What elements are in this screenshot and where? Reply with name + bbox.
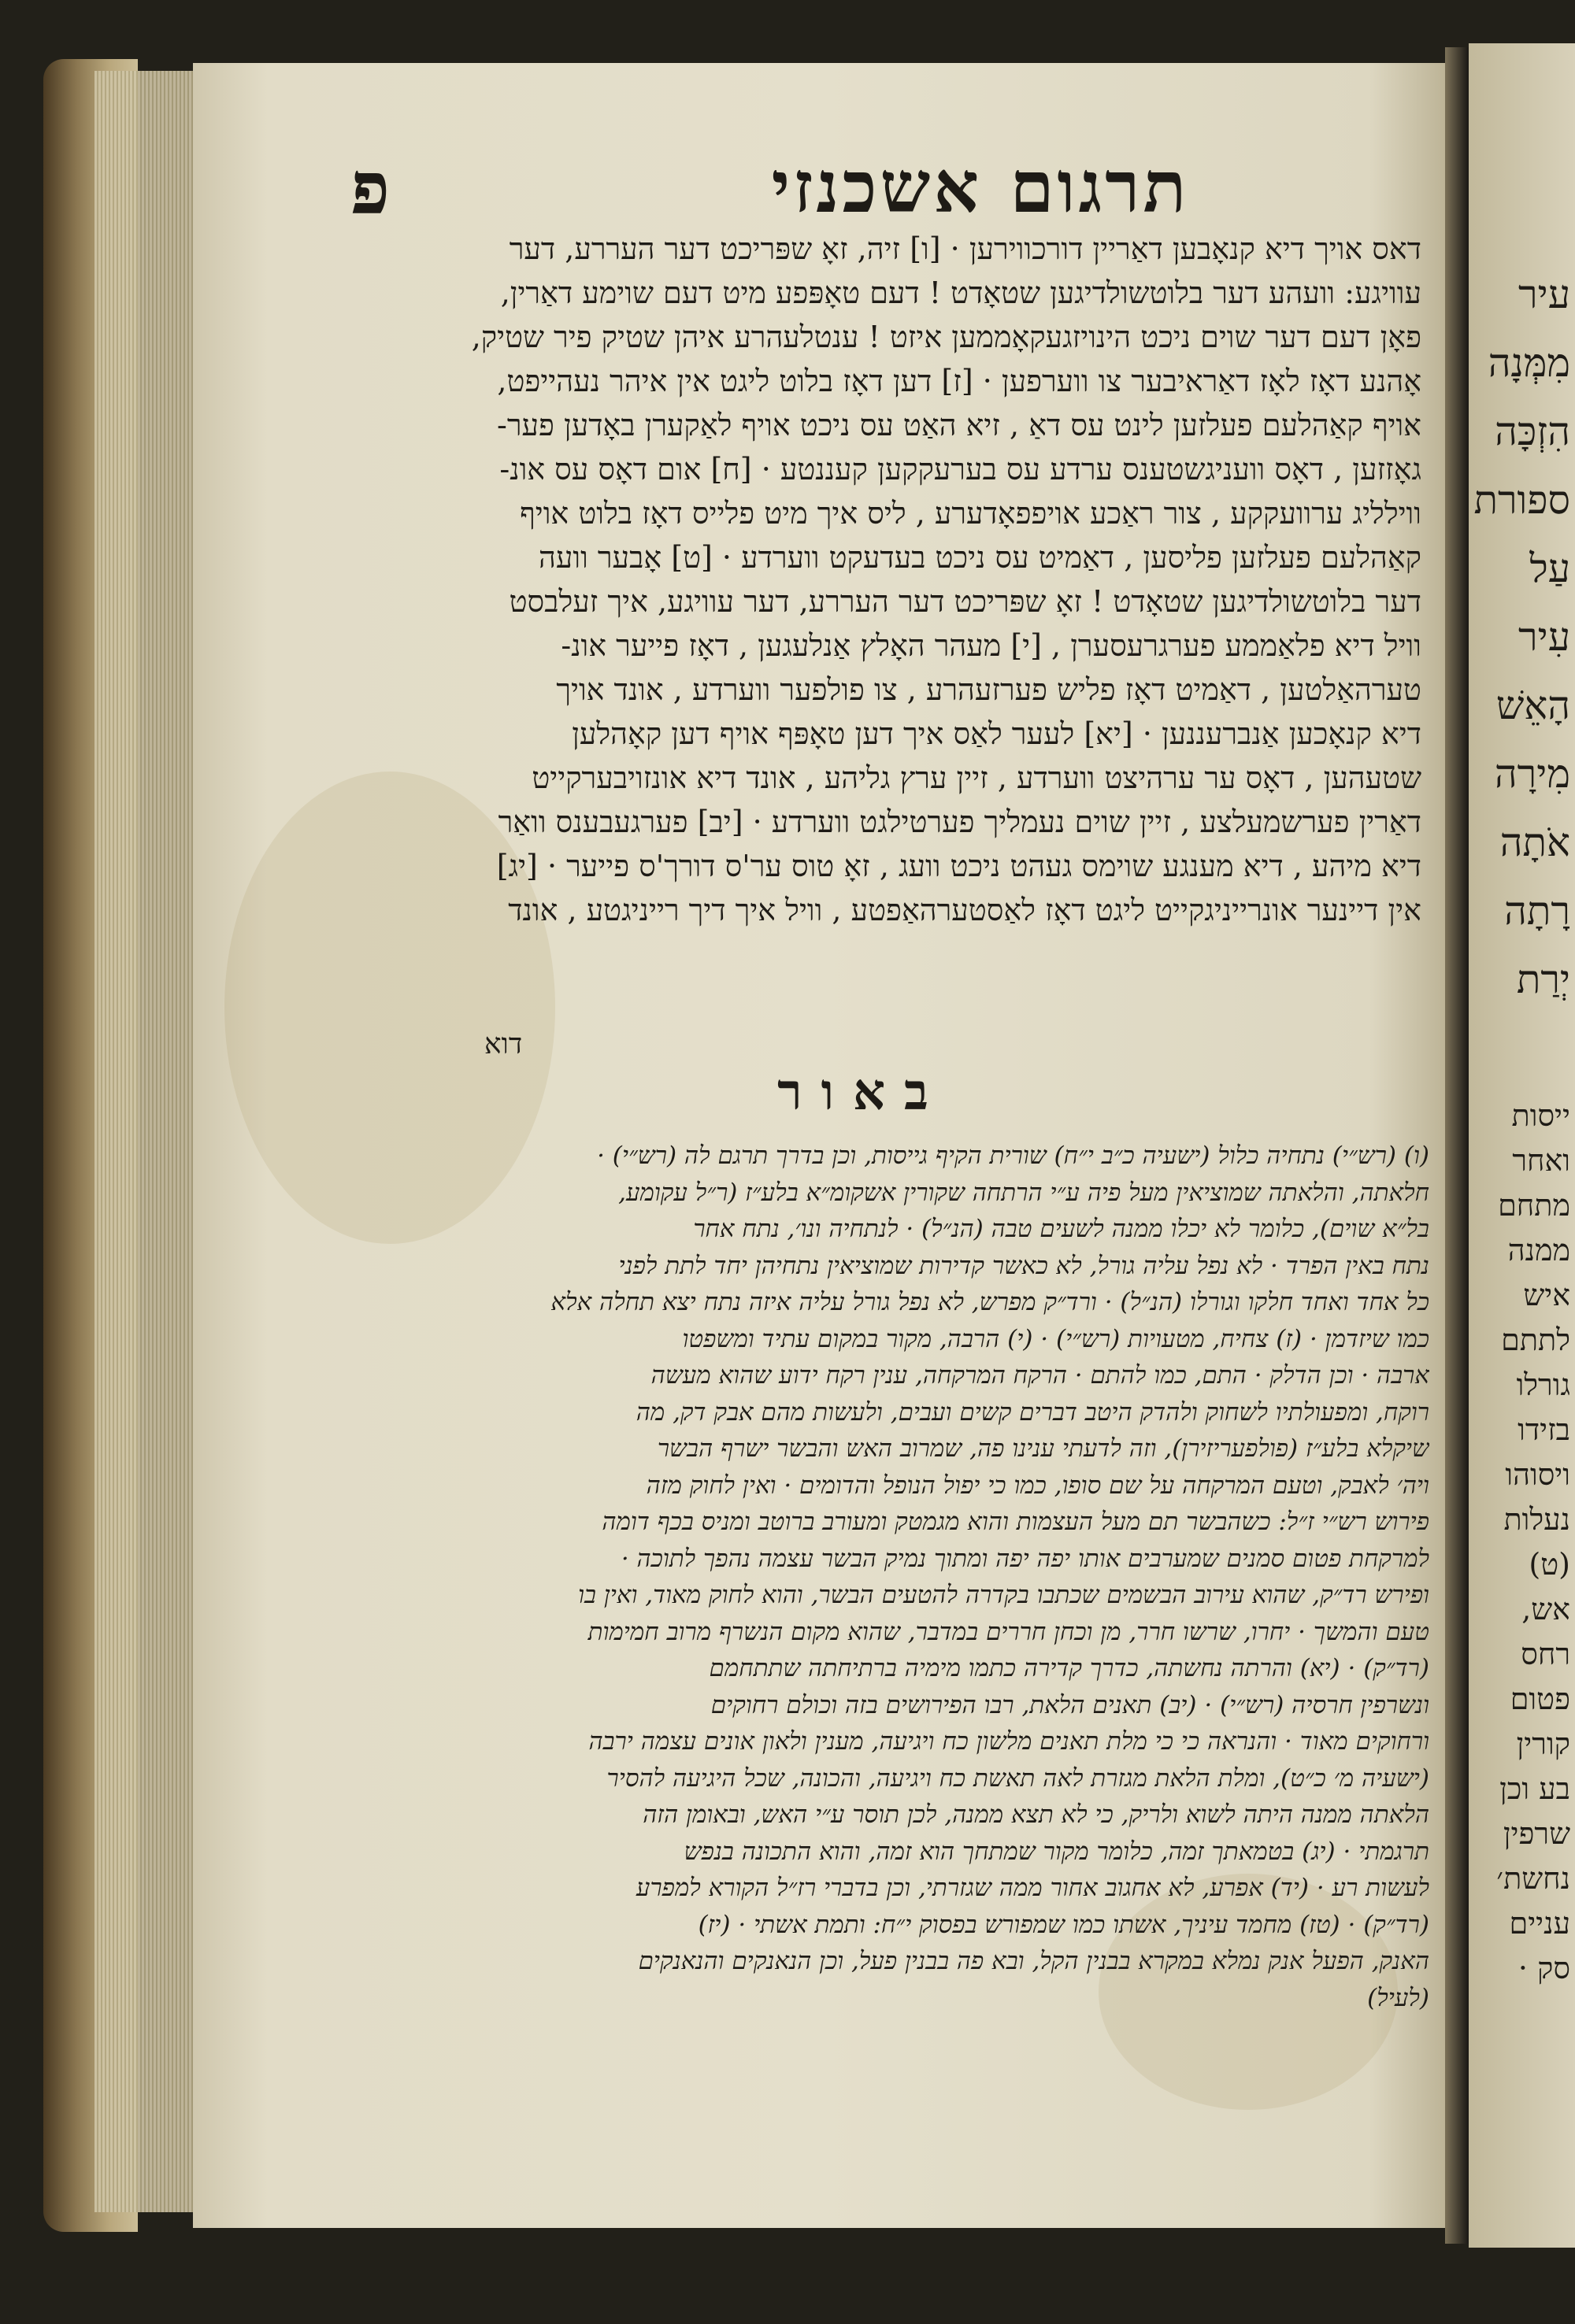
facing-page-line: נעלות: [1503, 1502, 1570, 1537]
book-gutter: [1445, 47, 1469, 2244]
commentary-line: (לעיל): [1367, 1983, 1429, 2012]
facing-page-line: רחס: [1521, 1637, 1570, 1671]
targum-line: טערהאַלטען , דאַמיט דאָז פליש פערזעהרע , צו פולפער ווערדע , אונד אויך: [556, 672, 1421, 707]
facing-page-line: ממנה: [1507, 1233, 1570, 1267]
facing-page-line: לתתם: [1501, 1323, 1570, 1357]
facing-page-line: פטום: [1510, 1682, 1570, 1716]
facing-page: [1469, 43, 1575, 2248]
commentary-line: האנק, הפעל אנק נמלא במקרא בבנין הקל, ובא פה בבנין פעל, וכן הנאנקים והנאנקים: [638, 1947, 1429, 1975]
targum-line: דיא מיהע , דיא מענגע שוימס געהט ניכט וועג , זאָ טוס ער'ס דורך'ס פייער · [יג]: [496, 849, 1421, 883]
targum-line: שטעהען , דאָס ער ערהיצט ווערדע , זיין ערץ גליהע , אונד דיא אונזויבערקייט: [532, 760, 1421, 795]
commentary-heading: באור: [777, 1063, 947, 1122]
facing-page-line: עניים: [1509, 1906, 1570, 1941]
folio-number: פ: [350, 146, 391, 231]
facing-page-line: בזידו: [1518, 1412, 1570, 1447]
facing-page-line: מִירָה: [1494, 751, 1570, 797]
commentary-line: פירוש רש״י ז״ל: כשהבשר תם מעל העצמות והוא מגמטק ומעורב ברוטב ומניס בכף דומה: [602, 1508, 1429, 1536]
commentary-line: (ו) (רש״י) נתחיה כלול (ישעיה כ״ב י״ח) שורית הקיף גייסות, וכן בדרך תרגם לה (רש״י) ·: [597, 1142, 1429, 1170]
commentary-line: לעשות רע · (יד) אפרע, לא אחגוב אחור ממה שגזרתי, וכן בדברי רז״ל הקורא למפרע: [636, 1874, 1429, 1902]
facing-page-line: הָאֵשׁ: [1495, 683, 1570, 728]
commentary-line: רוקח, ומפעולתיו לשחוק ולהדק היטב דברים קשים ועבים, ולעשות מהם אבק דק, מה: [636, 1397, 1429, 1427]
targum-line: דאַרין פערשמעלצע , זיין שוים נעמליך פערטילגט ווערדע · [יב] פערגעבענס וואַר: [498, 805, 1421, 839]
facing-page-line: (ט): [1529, 1547, 1570, 1582]
commentary-line: כל אחד ואחד חלקו וגורלו (הנ״ל) · ורד״ק מפרש, לא נפל גורל עליה איזה נתח יצא תחלה אלא: [550, 1288, 1429, 1316]
targum-line: דיא קנאָכען אַנברעננען · [יא] לעער לאַס איך דען טאָפּף אויף דען קאָהלען: [572, 716, 1421, 751]
commentary-line: למרקחת פטום סמנים שמערבים אותו יפה יפה ומתוך נמיק הבשר עצמה נהפך לתוכה ·: [621, 1544, 1429, 1573]
facing-page-line: מִמְּנָה: [1488, 340, 1570, 386]
facing-page-line: יְרַת: [1516, 957, 1570, 1002]
commentary-line: כמו שיזדמן · (ז) צחיח, מטעויות (רש״י) · (י) הרבה, מקור במקום עתיד ומשפטו: [682, 1324, 1429, 1353]
facing-page-line: בע וכן: [1499, 1771, 1570, 1806]
commentary-line: חלאתה, והלאתה שמוציאין מעל פיה ע״י הרתחה שקורין אשקומ״א בלע״ז (ר״ל עקומע,: [618, 1178, 1429, 1207]
commentary-line: טעם והמשך · יחרו, שרשו חרר, מן וכחן חררים במדבר, שהוא מקום הנשרף מרוב חמימות: [587, 1617, 1429, 1646]
commentary-line: ונשרפין חרסיה (רש״י) · (יב) תאנים הלאת, רבו הפירושים בזה וכולם רחוקים: [710, 1690, 1429, 1719]
facing-page-line: עִיר: [1518, 614, 1570, 660]
targum-line: דאס אויך דיא קנאָבען דאַריין דורכווירען · [ו] זיה, זאָ שפּריכט דער העררע, דער: [509, 231, 1421, 266]
commentary-line: הלאתה ממנה היתה לשוא ולריק, כי לא תצא ממנה, לכן תוסר ע״י האש, ובאומן הזה: [643, 1800, 1429, 1829]
targum-line: דער בלוטשולדיגען שטאָדט ! זאָ שפּריכט דער העררע, דער עוויגע, איך זעלבסט: [509, 584, 1421, 619]
facing-page-line: ואחר: [1512, 1143, 1570, 1178]
facing-page-line: שרפין: [1503, 1816, 1570, 1851]
commentary-line: (רד״ק) · (יא) והרתה נחשתה, כדרך קדירה כתמו מימיה ברתיחתה שתתחמם: [709, 1654, 1429, 1682]
left-page: [193, 63, 1445, 2228]
facing-page-line: ספורת: [1473, 477, 1570, 523]
facing-page-line: ויסוהו: [1505, 1457, 1570, 1492]
targum-text-block: [319, 227, 1421, 932]
commentary-line: נתח באין הפרד · לא נפל עליה גורל, לא כאשר קדירות שמוציאין נתחיהן יחד לתת לפני: [618, 1251, 1429, 1280]
commentary-line: ופירש רד״ק, שהוא עירוב הבשמים שכתבו בקדרה להטעים הבשר, והוא לחוק מאוד, ואין בו: [578, 1581, 1429, 1609]
commentary-line: תרגמתי · (יג) בטמאתך זמה, כלומר מקור שמתחך הוא זמה, והוא התכונה בנפש: [684, 1837, 1429, 1866]
targum-line: קאַהלעם פעלזען פליסען , דאַמיט עס ניכט בעדעקט ווערדע · [ט] אָבער וועה: [539, 540, 1421, 575]
facing-page-line: עיר: [1518, 272, 1570, 317]
commentary-line: (רד״ק) · (טז) מחמד עיניך, אשתו כמו שמפורש בפסוק י״ח: ותמת אשתי · (יז): [698, 1910, 1429, 1939]
facing-page-line: ייסות: [1511, 1098, 1570, 1133]
facing-page-line: סק ·: [1518, 1951, 1570, 1985]
facing-page-line: אֹתָה: [1499, 820, 1570, 865]
targum-line: ווילליג ערוועקקע , צור ראַכע אויפפאָדערע , ליס איך מיט פלייס דאָז בלוט אויף: [520, 496, 1421, 531]
page-edges: [94, 71, 205, 2212]
facing-page-line: איש: [1523, 1278, 1570, 1312]
targum-line: עוויגע: וועהע דער בלוטשולדיגען שטאָדט ! דעם טאָפּפע מיט דעם שוימע דאַרין,: [500, 276, 1421, 310]
facing-page-line: רָתָה: [1504, 888, 1570, 934]
targum-line: וויל דיא פלאַממע פערגרעסערן , [י] מעהר האָלץ אַנלעגען , דאָז פייער אונ-: [561, 628, 1421, 663]
targum-line: פאָן דעם דער שוים ניכט הינויזגעקאָממען איזט ! ענטלעהרע איהן שטיק פיר שטיק,: [471, 320, 1421, 354]
commentary-line: ורחוקים מאוד · והנראה כי כי מלת תאנים מלשון כח ויגיעה, מענין ולאון אונים עצמה ירבה: [588, 1727, 1429, 1756]
facing-page-line: עַל: [1529, 546, 1570, 591]
targum-line: אויף קאַהלעם פעלזען לינט עס דאַ , זיא האַט עס ניכט אויף לאַקערן באָדען פער-: [497, 408, 1421, 442]
targum-line: גאָזזען , דאָס וועניגשטענס ערדע עס בערעקקען קעננטע · [ח] אום דאָס עס אונ-: [499, 452, 1421, 487]
commentary-line: (ישעיה מ׳ כ״ט), ומלת הלאת מגזרת לאה תאשת כח ויגיעה, והכונה, שכל היגיעה להסיר: [606, 1763, 1429, 1793]
targum-line: אָהנע דאָז לאָז דאַראיבער צו ווערפען · [ז] דען דאָז בלוט ליגט אין איהר נעהייפט,: [497, 364, 1421, 398]
facing-page-line: אש,: [1521, 1592, 1570, 1626]
facing-page-line: גורלו: [1516, 1367, 1570, 1402]
commentary-line: שיקלא בלע״ז (פולפעריזירן), וזה לדעתי ענינו פה, שמרוב האש והבשר ישרף הבשר: [657, 1434, 1429, 1463]
commentary-line: ויה׳ לאבק, וטעם המרקחה על שם סופו, כמו כי יפול הנופל והדומים · ואין לחוק מזה: [646, 1471, 1429, 1500]
facing-page-line: קורין: [1516, 1726, 1570, 1761]
catchword: דוא: [484, 1028, 523, 1060]
commentary-text-block: [319, 1138, 1429, 2016]
running-title: תרגום אשכנזי: [771, 146, 1190, 229]
facing-page-line: הִזְכָּה: [1495, 409, 1570, 454]
targum-line: אין דיינער אונרייניגקייט ליגט דאָז לאַסטערהאַפטע , וויל איך דיך רייניגטע , אונד: [508, 893, 1421, 927]
facing-page-line: מתחם: [1498, 1188, 1570, 1223]
commentary-line: ארבה · וכן הדלק · התם, כמו להתם · הרקח המרקחה, ענין רקח ידוע שהוא מעשה: [650, 1361, 1429, 1390]
commentary-line: בל״א שוים), כלומר לא יכלו ממנה לשעים טבה (הנ״ל) · לנתחיה ונו׳, נתח אחר: [693, 1215, 1429, 1243]
facing-page-line: נחשת׳: [1496, 1861, 1570, 1896]
